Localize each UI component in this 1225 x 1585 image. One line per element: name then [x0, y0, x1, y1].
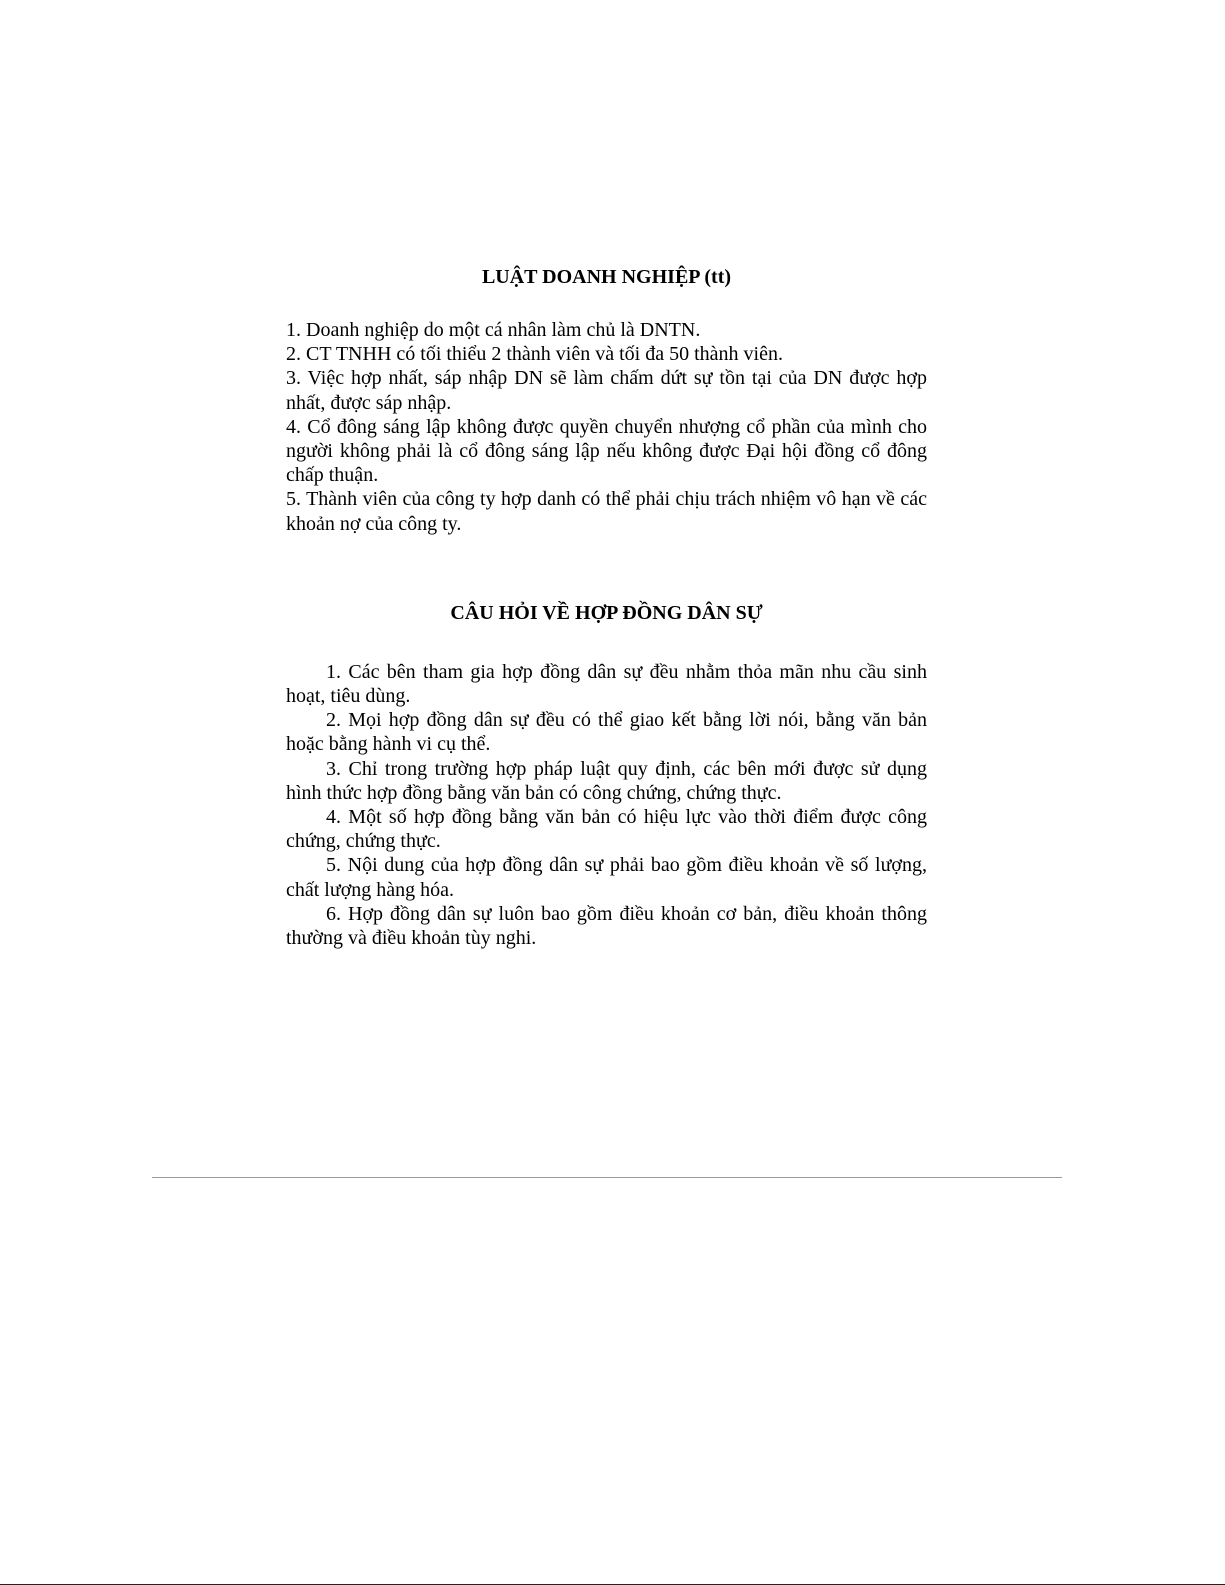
section2-list: [286, 660, 927, 950]
section2-item-3: 3. Chỉ trong trường hợp pháp luật quy định, các bên mới được sử dụng hình thức hợp đồng bằng văn bản có công chứng, chứng thực.: [286, 757, 927, 804]
section2-title: CÂU HỎI VỀ HỢP ĐỒNG DÂN SỰ: [450, 601, 763, 624]
section1-title: LUẬT DOANH NGHIỆP (tt): [481, 266, 732, 288]
section2-item-5: 5. Nội dung của hợp đồng dân sự phải bao gồm điều khoản về số lượng, chất lượng hàng hóa.: [286, 854, 927, 901]
section2-item-1: 1. Các bên tham gia hợp đồng dân sự đều nhằm thỏa mãn nhu cầu sinh hoạt, tiêu dùng.: [286, 660, 927, 708]
section1-item-5: 5. Thành viên của công ty hợp danh có thể phải chịu trách nhiệm vô hạn về các khoản nợ của công ty.: [286, 488, 927, 535]
section1-item-3: 3. Việc hợp nhất, sáp nhập DN sẽ làm chấm dứt sự tồn tại của DN được hợp nhất, được sáp nhập.: [286, 367, 927, 414]
section2-item-2: 2. Mọi hợp đồng dân sự đều có thể giao kết bằng lời nói, bằng văn bản hoặc bằng hành vi cụ thể.: [286, 709, 927, 756]
section1-item-1: 1. Doanh nghiệp do một cá nhân làm chủ là DNTN.: [286, 319, 701, 341]
section2-item-6: 6. Hợp đồng dân sự luôn bao gồm điều khoản cơ bản, điều khoản thông thường và điều khoản tùy nghi.: [286, 902, 927, 950]
section1-item-4: 4. Cổ đông sáng lập không được quyền chuyển nhượng cổ phần của mình cho người không phải là cổ đông sáng lập nếu không được Đại hội đồng cổ đông chấp thuận.: [286, 415, 927, 487]
section1-item-2: 2. CT TNHH có tối thiểu 2 thành viên và tối đa 50 thành viên.: [286, 343, 783, 366]
page-content: [286, 260, 927, 950]
section1-list: [286, 318, 927, 536]
horizontal-divider: [152, 1177, 1062, 1178]
section2-item-4: 4. Một số hợp đồng bằng văn bản có hiệu lực vào thời điểm được công chứng, chứng thực.: [286, 806, 927, 853]
